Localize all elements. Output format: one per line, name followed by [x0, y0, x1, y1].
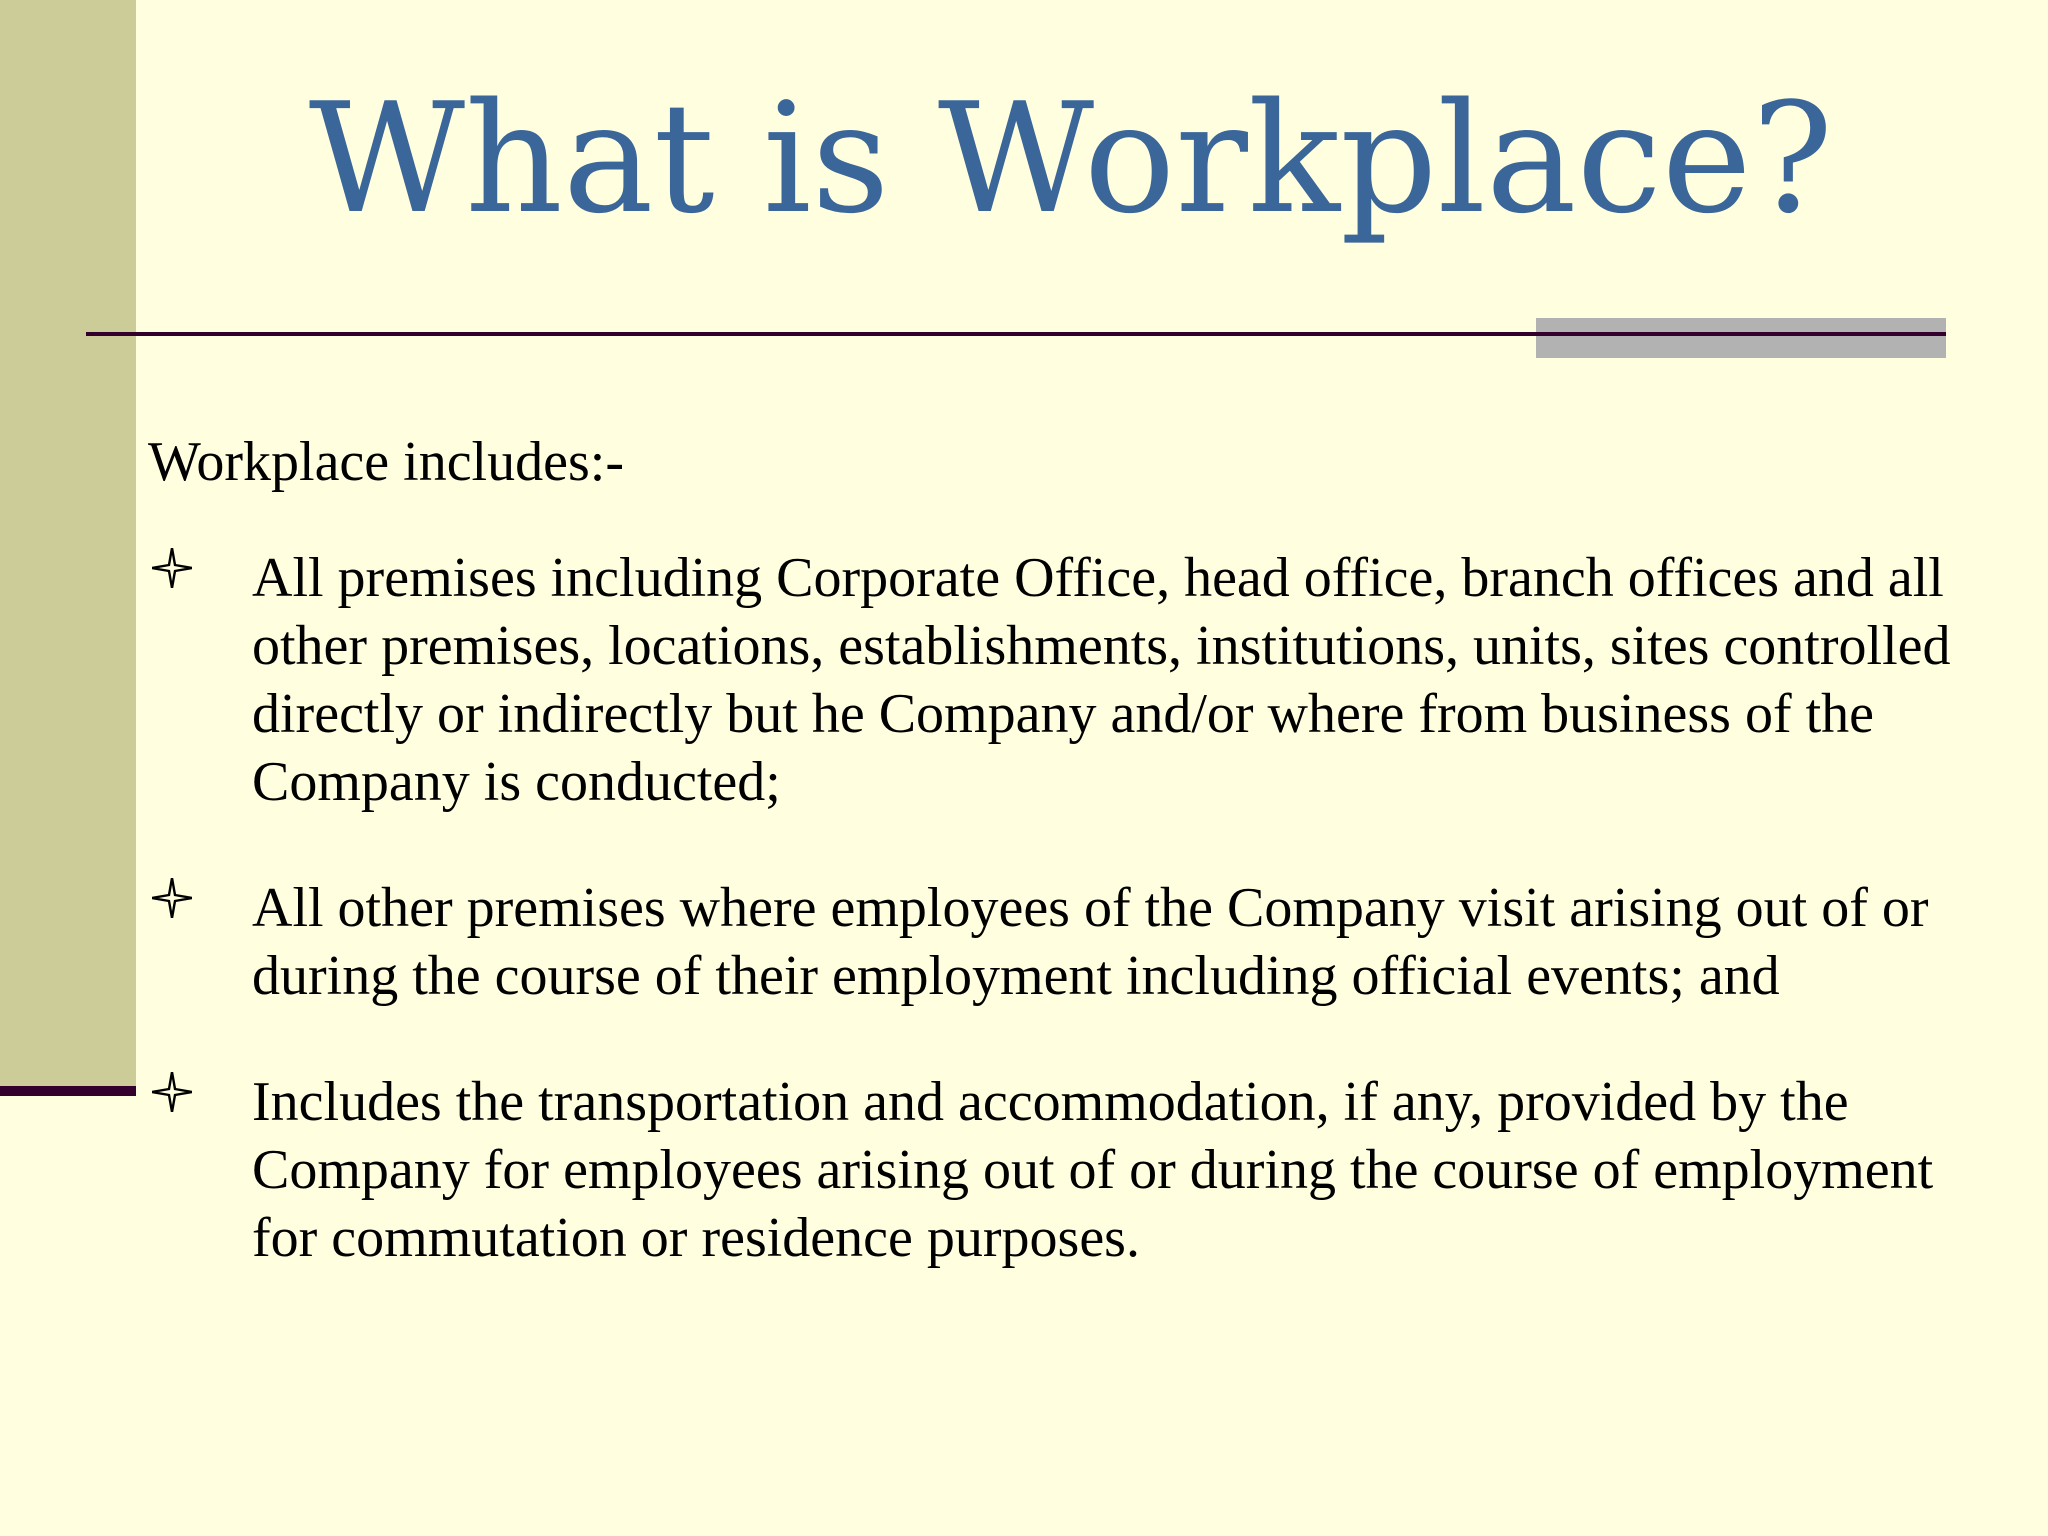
- title-rule-accent: [1536, 318, 1946, 358]
- intro-text: Workplace includes:-: [148, 431, 624, 493]
- four-point-star-icon: [152, 1072, 192, 1112]
- bullet-item-other-premises: [148, 874, 1988, 1010]
- left-bar-underline: [0, 1086, 136, 1096]
- four-point-star-icon: [152, 548, 192, 588]
- bullet-list: [148, 544, 1988, 1272]
- bullet-text: All other premises where employees of the Company visit arising out of or during the course of their employment including official events; and: [252, 877, 1929, 1007]
- slide-content: [148, 428, 1988, 1330]
- bullet-text: Includes the transportation and accommodation, if any, provided by the Company for employees arising out of or during the course of employment for commutation or residence purposes.: [252, 1071, 1934, 1269]
- slide-title: What is Workplace?: [308, 70, 1834, 247]
- four-point-star-icon: [152, 878, 192, 918]
- bullet-item-transportation: [148, 1068, 1988, 1272]
- bullet-item-premises: [148, 544, 1988, 816]
- bullet-text: All premises including Corporate Office, head office, branch offices and all other premises, locations, establishments, institutions, units, sites controlled directly or indirectly but he Company and/or where from business of the Company is conducted;: [252, 547, 1951, 813]
- title-rule-accent-line: [1536, 332, 1946, 336]
- left-decorative-bar: [0, 0, 136, 1086]
